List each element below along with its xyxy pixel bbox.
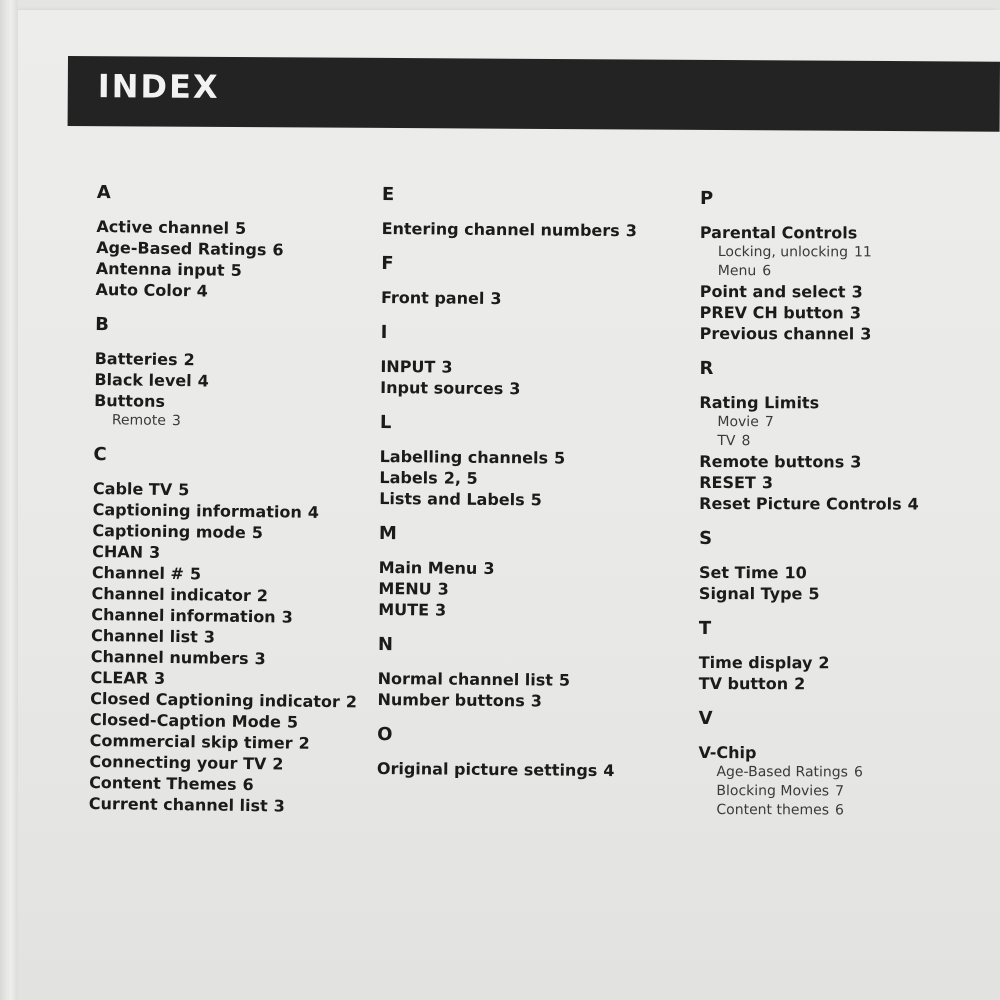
entry-page-number: 2, 5 — [443, 468, 478, 488]
subentry-term: Remote — [111, 412, 167, 429]
entry-term: Set Time — [698, 562, 779, 583]
entry-term: Parental Controls — [699, 222, 858, 243]
entry-page-number: 3 — [203, 627, 216, 647]
index-subentry — [699, 432, 919, 452]
subentry-page-number: 3 — [171, 413, 181, 430]
index-entry — [380, 356, 635, 379]
section-letter: A — [96, 182, 111, 204]
index-entry — [382, 218, 637, 241]
index-section — [382, 184, 638, 241]
index-entry — [700, 302, 920, 324]
index-entry — [698, 742, 918, 764]
section-letter: V — [698, 707, 713, 730]
entry-term: Closed-Caption Mode — [89, 709, 282, 732]
entry-page-number: 3 — [849, 303, 861, 323]
section-letter: L — [379, 411, 392, 434]
subentry-page-number: 11 — [853, 244, 872, 261]
section-letter: E — [381, 184, 395, 206]
index-section — [94, 314, 362, 433]
entry-term: Previous channel — [699, 323, 855, 344]
index-entry — [699, 673, 919, 695]
subentry-page-number: 6 — [853, 764, 863, 781]
entry-page-number: 4 — [603, 760, 615, 781]
index-section — [698, 708, 918, 821]
index-section — [378, 523, 634, 622]
entry-page-number: 4 — [197, 371, 209, 391]
entry-term: Auto Color — [95, 279, 191, 301]
entry-page-number: 4 — [307, 502, 320, 522]
subentry-term: Menu — [717, 263, 757, 280]
entry-term: Channel indicator — [91, 583, 251, 606]
entry-term: MUTE — [378, 599, 430, 620]
section-letter: P — [699, 188, 714, 210]
entry-page-number: 5 — [554, 448, 566, 468]
entry-term: Labelling channels — [379, 446, 549, 468]
section-letter: M — [378, 522, 397, 545]
entry-page-number: 3 — [509, 379, 521, 399]
entry-page-number: 5 — [234, 218, 247, 238]
entry-term: INPUT — [380, 356, 436, 377]
entry-term: Point and select — [699, 281, 846, 302]
subentry-term: Locking, unlocking — [717, 244, 848, 261]
entry-term: Batteries — [94, 348, 178, 370]
entry-page-number: 3 — [625, 221, 637, 241]
entry-page-number: 5 — [230, 260, 242, 280]
entry-page-number: 2 — [256, 586, 269, 606]
entry-term: Reset Picture Controls — [699, 493, 902, 514]
entry-page-number: 2 — [272, 754, 284, 774]
index-entry — [379, 557, 634, 580]
index-entry — [699, 562, 919, 584]
entry-term: Current channel list — [88, 793, 268, 816]
entry-page-number: 3 — [850, 452, 862, 472]
entry-page-number: 3 — [281, 607, 293, 627]
entry-term: Channel information — [91, 604, 276, 627]
section-letter: F — [381, 252, 394, 275]
entry-page-number: 5 — [251, 523, 264, 543]
index-section — [380, 322, 636, 400]
index-entry — [699, 652, 919, 674]
index-section — [379, 412, 635, 511]
index-entry — [699, 583, 919, 605]
entry-term: Content Themes — [89, 772, 237, 794]
subentry-page-number: 7 — [764, 414, 774, 431]
index-entry — [95, 279, 362, 303]
entry-page-number: 5 — [808, 584, 820, 604]
subentry-term: Content themes — [716, 802, 830, 819]
entry-term: Cable TV — [92, 478, 173, 500]
subentry-term: Movie — [717, 414, 759, 431]
entry-page-number: 3 — [254, 649, 266, 669]
index-entry — [378, 668, 633, 691]
index-entry — [377, 689, 632, 712]
entry-term: Lists and Labels — [379, 488, 525, 510]
index-section — [700, 188, 920, 345]
index-column-3 — [698, 188, 919, 821]
entry-term: Age-Based Ratings — [96, 237, 267, 260]
entry-term: Rating Limits — [699, 392, 820, 413]
section-letter: O — [377, 723, 393, 746]
index-entry — [700, 222, 920, 244]
entry-term: Commercial skip timer — [89, 730, 293, 753]
entry-page-number: 6 — [242, 774, 254, 795]
index-subentry — [94, 411, 361, 433]
subentry-term: Blocking Movies — [716, 783, 830, 800]
index-entry — [700, 281, 920, 303]
entry-page-number: 2 — [818, 653, 830, 673]
entry-term: Channel numbers — [90, 646, 249, 669]
entry-page-number: 3 — [483, 558, 495, 578]
entry-page-number: 2 — [298, 733, 310, 753]
entry-term: Labels — [379, 467, 438, 488]
section-letter: S — [699, 527, 713, 550]
page-title: INDEX — [97, 67, 220, 106]
entry-term: MENU — [378, 578, 432, 599]
section-letter: N — [377, 633, 394, 656]
index-entry — [380, 446, 635, 469]
entry-term: Connecting your TV — [89, 751, 267, 774]
index-section — [95, 182, 363, 303]
entry-page-number: 3 — [851, 282, 863, 302]
entry-term: Antenna input — [95, 258, 225, 280]
entry-term: RESET — [699, 472, 756, 493]
entry-page-number: 2 — [345, 692, 358, 712]
entry-term: PREV CH button — [699, 302, 844, 323]
index-section — [699, 528, 919, 605]
entry-page-number: 3 — [860, 324, 872, 344]
index-entry — [381, 287, 636, 310]
entry-term: Remote buttons — [699, 451, 845, 472]
section-letter: I — [380, 321, 388, 344]
index-header-banner — [68, 56, 1000, 132]
entry-term: Input sources — [380, 377, 504, 399]
index-entry — [699, 451, 919, 473]
entry-term: V-Chip — [698, 742, 757, 763]
section-letter: B — [94, 313, 110, 336]
section-letter: C — [93, 443, 107, 466]
entry-page-number: 3 — [434, 600, 447, 620]
entry-page-number: 3 — [761, 473, 774, 493]
entry-page-number: 4 — [907, 494, 919, 514]
entry-term: Signal Type — [698, 583, 803, 604]
index-section — [381, 253, 637, 310]
index-column-2 — [377, 184, 637, 781]
entry-term: Entering channel numbers — [381, 218, 620, 241]
page-binding-edge — [0, 0, 18, 1000]
index-section — [89, 444, 361, 817]
entry-term: Main Menu — [378, 557, 478, 578]
index-subentry — [700, 243, 920, 263]
entry-page-number: 3 — [490, 288, 502, 309]
entry-page-number: 5 — [530, 490, 542, 510]
entry-page-number: 3 — [437, 579, 449, 599]
entry-term: Closed Captioning indicator — [90, 688, 340, 712]
index-entry — [699, 472, 919, 494]
entry-page-number: 5 — [189, 564, 202, 584]
entry-term: CHAN — [92, 541, 144, 562]
entry-term: TV button — [698, 673, 789, 694]
entry-page-number: 5 — [178, 480, 190, 500]
entry-page-number: 6 — [272, 240, 284, 260]
index-entry — [699, 493, 919, 515]
entry-page-number: 5 — [558, 670, 571, 690]
entry-term: Captioning mode — [92, 520, 246, 542]
section-letter: R — [699, 357, 714, 380]
entry-page-number: 3 — [273, 796, 285, 816]
entry-term: Channel list — [90, 625, 198, 647]
entry-term: Captioning information — [92, 499, 302, 522]
index-entry — [700, 323, 920, 345]
entry-page-number: 2 — [794, 674, 806, 694]
index-entry — [379, 467, 634, 490]
index-column-1 — [89, 182, 364, 817]
entry-term: Front panel — [380, 287, 485, 308]
entry-page-number: 5 — [286, 712, 299, 732]
index-entry — [380, 377, 635, 400]
subentry-page-number: 7 — [835, 783, 845, 800]
entry-term: Original picture settings — [376, 758, 598, 780]
index-entry — [89, 793, 356, 817]
entry-page-number: 3 — [441, 357, 453, 377]
entry-term: Black level — [94, 369, 192, 391]
index-entry — [699, 392, 919, 414]
index-subentry — [700, 262, 920, 282]
entry-term: Time display — [698, 652, 813, 673]
section-letter: T — [698, 617, 712, 640]
subentry-page-number: 6 — [835, 802, 844, 819]
entry-page-number: 4 — [196, 281, 208, 301]
subentry-term: Age-Based Ratings — [716, 764, 848, 781]
entry-term: Active channel — [96, 216, 230, 238]
index-section — [377, 634, 633, 712]
subentry-term: TV — [717, 433, 736, 450]
entry-page-number: 2 — [183, 350, 195, 370]
index-entry — [378, 578, 633, 601]
index-subentry — [698, 782, 918, 802]
entry-term: CLEAR — [90, 667, 149, 688]
index-entry — [377, 758, 632, 781]
entry-term: Buttons — [94, 390, 166, 411]
index-entry — [379, 488, 634, 511]
index-section — [377, 724, 633, 781]
entry-page-number: 10 — [784, 563, 807, 583]
entry-page-number: 3 — [530, 691, 542, 711]
entry-page-number: 3 — [153, 668, 166, 688]
subentry-page-number: 8 — [741, 433, 751, 450]
entry-term: Number buttons — [377, 689, 525, 711]
index-subentry — [699, 413, 919, 433]
index-subentry — [698, 801, 918, 821]
index-subentry — [698, 763, 918, 783]
index-section — [699, 358, 919, 515]
index-entry — [378, 599, 633, 622]
subentry-page-number: 6 — [762, 263, 772, 280]
entry-term: Channel # — [91, 562, 185, 584]
index-section — [699, 618, 919, 695]
entry-term: Normal channel list — [377, 668, 554, 690]
entry-page-number: 3 — [148, 542, 161, 562]
